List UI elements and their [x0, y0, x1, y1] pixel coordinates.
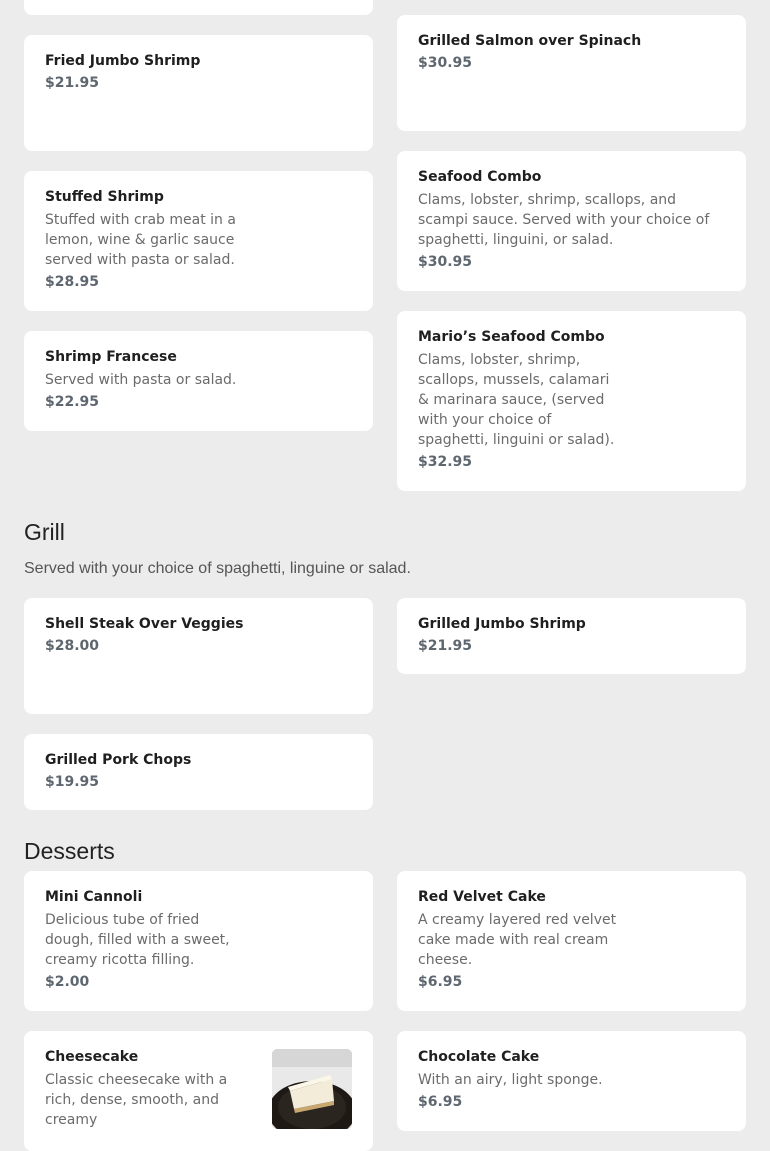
item-description: Classic cheesecake with a rich, dense, smooth, and creamy	[45, 1072, 228, 1128]
item-description: A creamy layered red velvet cake made with real cream cheese.	[418, 912, 617, 968]
item-description: Served with pasta or salad.	[45, 372, 237, 388]
item-description: Delicious tube of fried dough, filled with a sweet, creamy ricotta filling.	[45, 912, 230, 968]
menu-item-card[interactable]	[397, 311, 746, 491]
menu-item-card[interactable]	[24, 171, 373, 311]
item-name: Grilled Pork Chops	[45, 752, 192, 768]
item-name: Fried Jumbo Shrimp	[45, 53, 201, 69]
menu-item-card[interactable]	[24, 598, 373, 714]
item-price: $6.95	[418, 1094, 463, 1110]
item-price: $30.95	[418, 55, 473, 71]
item-price: $28.00	[45, 638, 100, 654]
menu-item-card[interactable]	[397, 151, 746, 291]
item-description: Clams, lobster, shrimp, scallops, and scampi sauce. Served with your choice of spaghetti, linguini, or salad.	[418, 192, 710, 248]
cheesecake-photo	[272, 1049, 352, 1129]
item-price: $21.95	[45, 75, 100, 91]
item-description: With an airy, light sponge.	[418, 1072, 603, 1088]
item-name: Mario’s Seafood Combo	[418, 329, 605, 345]
item-price: $32.95	[418, 454, 473, 470]
menu-item-card[interactable]	[397, 15, 746, 131]
menu-item-card[interactable]	[24, 35, 373, 151]
item-price: $30.95	[418, 254, 473, 270]
item-name: Stuffed Shrimp	[45, 189, 164, 205]
item-price: $28.95	[45, 274, 100, 290]
item-price: $22.95	[45, 394, 100, 410]
item-name: Grilled Salmon over Spinach	[418, 33, 642, 49]
item-name: Grilled Jumbo Shrimp	[418, 616, 586, 632]
item-description: Stuffed with crab meat in a lemon, wine & garlic sauce served with pasta or salad.	[45, 212, 236, 268]
item-name: Cheesecake	[45, 1049, 139, 1065]
menu-item-card[interactable]	[397, 1031, 746, 1131]
item-name: Shell Steak Over Veggies	[45, 616, 244, 632]
section-subtitle-grill: Served with your choice of spaghetti, linguine or salad.	[24, 560, 411, 577]
item-price: $21.95	[418, 638, 473, 654]
menu-item-card[interactable]	[397, 871, 746, 1011]
section-title-grill: Grill	[24, 519, 65, 545]
menu-item-card[interactable]	[24, 331, 373, 431]
section-title-desserts: Desserts	[24, 838, 115, 864]
menu-item-card[interactable]	[24, 871, 373, 1011]
item-name: Shrimp Francese	[45, 349, 177, 365]
item-price: $6.95	[418, 974, 463, 990]
item-name: Mini Cannoli	[45, 889, 143, 905]
menu-item-card[interactable]	[24, 734, 373, 810]
item-name: Chocolate Cake	[418, 1049, 540, 1065]
item-name: Red Velvet Cake	[418, 889, 546, 905]
menu-item-card[interactable]	[24, 1031, 373, 1151]
item-price: $2.00	[45, 974, 90, 990]
item-price: $19.95	[45, 774, 100, 790]
menu-item-card[interactable]	[397, 598, 746, 674]
item-name: Seafood Combo	[418, 169, 542, 185]
menu-item-card[interactable]	[24, 0, 373, 15]
item-description: Clams, lobster, shrimp, scallops, mussels, calamari & marinara sauce, (served with your choice of spaghetti, linguini or salad).	[418, 352, 615, 448]
